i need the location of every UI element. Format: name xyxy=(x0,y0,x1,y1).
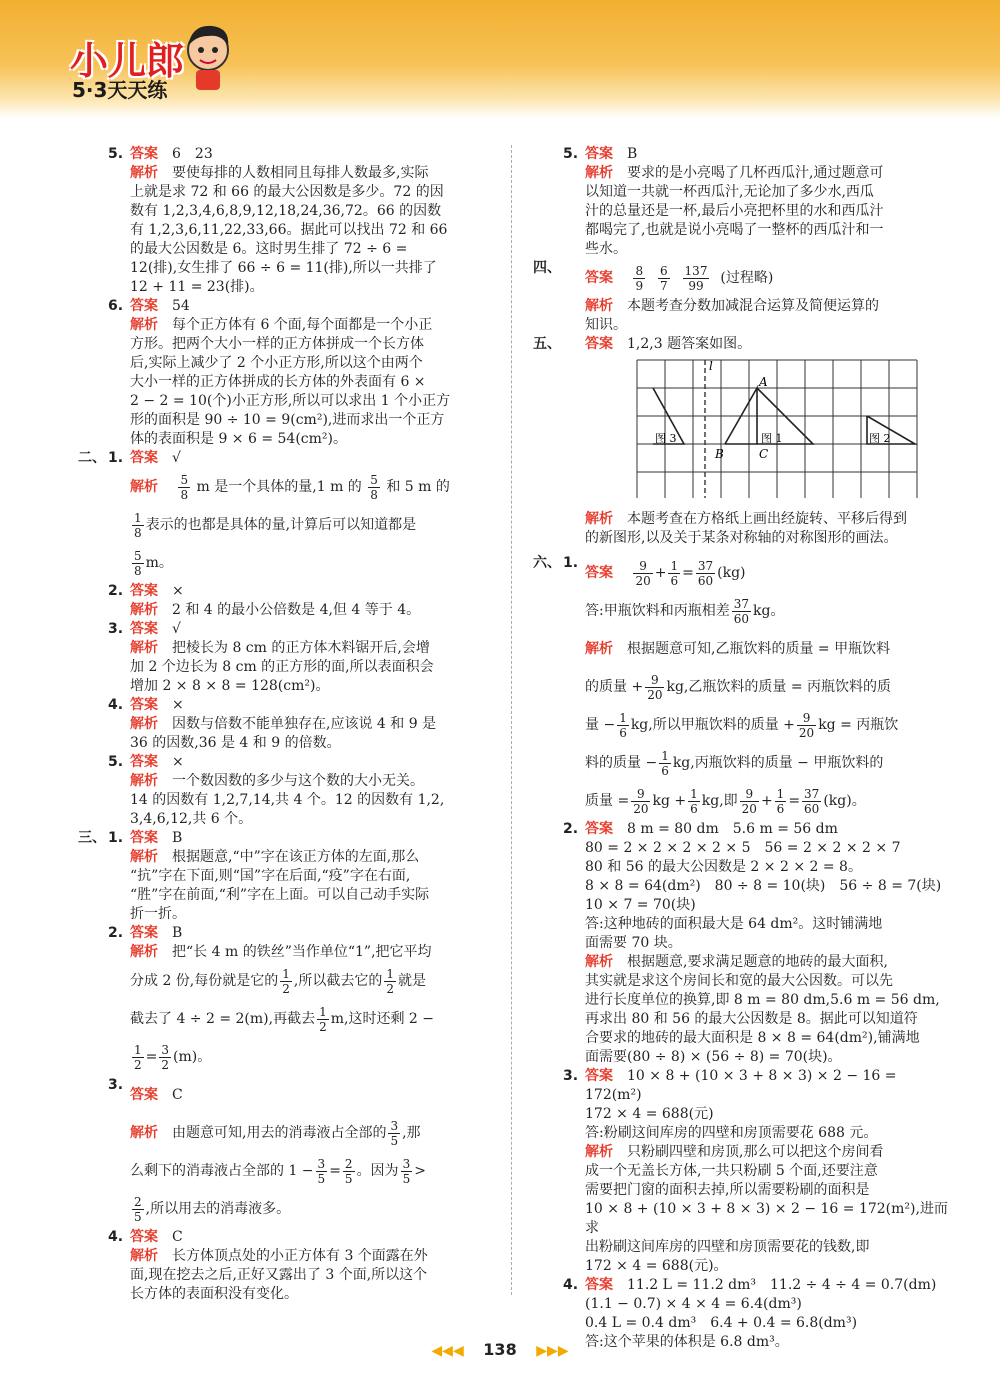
text-line: 172 × 4 = 688(元) xyxy=(585,1106,714,1122)
text-line: 只粉刷四壁和房顶,那么可以把这个房间看 xyxy=(627,1144,884,1160)
text-line: 4. xyxy=(108,1229,124,1245)
text-line: 2 xyxy=(319,1019,327,1034)
text-line: 1 xyxy=(670,558,679,573)
text-line: 出粉刷这间库房的四壁和房顶需要花的钱数,即 xyxy=(585,1239,870,1255)
text-line: 形的面积是 90 ÷ 10 = 9(cm²),进而求出一个正方 xyxy=(130,412,445,428)
analysis-label: 解析 xyxy=(130,849,158,865)
grid-label-a: A xyxy=(759,375,768,389)
text-line: 汁的总量还是一杯,最后小亮把杯里的水和西瓜汁 xyxy=(585,203,884,219)
text-line: 的新图形,以及关于某条对称轴的对称图形的画法。 xyxy=(585,530,898,546)
text-line: × xyxy=(172,583,184,599)
fraction xyxy=(132,1195,144,1224)
text-line: 长方体顶点处的小正方体有 3 个面露在外 xyxy=(172,1248,428,1264)
text-line: 上就是求 72 和 66 的最大公因数是多少。72 的因 xyxy=(130,184,444,200)
text-line: 些水。 xyxy=(585,241,627,257)
answer-label: 答案 xyxy=(130,583,158,599)
answer-label: 答案 xyxy=(130,1229,158,1245)
text-line: 5 xyxy=(134,1209,142,1224)
text-line: 2 xyxy=(134,1057,142,1072)
analysis-label: 解析 xyxy=(585,954,613,970)
answer-item xyxy=(100,1228,500,1304)
text-line: 5 xyxy=(390,1133,399,1148)
text-line: 6 23 xyxy=(172,146,213,162)
text-line: 要使每排的人数相同且每排人数最多,实际 xyxy=(172,165,429,181)
text-line: 6 xyxy=(660,263,668,278)
analysis-label: 解析 xyxy=(585,165,613,181)
text-line: “抗”字在下面,则“国”字在后面,“疫”字在右面, xyxy=(130,868,411,884)
fraction xyxy=(633,264,645,293)
text-line: 3 xyxy=(390,1118,399,1133)
text-line: 么剩下的消毒液占全部的 1 − xyxy=(130,1163,314,1179)
text-line: 4. xyxy=(563,1277,579,1293)
fraction xyxy=(658,264,670,293)
text-line: 体的表面积是 9 × 6 = 54(cm²)。 xyxy=(130,431,347,447)
text-line: 的最大公因数是 6。这时男生排了 72 ÷ 6 = xyxy=(130,241,408,257)
grid-label-c: C xyxy=(759,447,769,461)
fraction xyxy=(617,711,629,740)
fraction xyxy=(797,711,816,740)
text-line: 37 xyxy=(804,786,820,801)
analysis-label: 解析 xyxy=(130,944,158,960)
answer-item xyxy=(555,1067,950,1276)
text-line: 10 × 8 + (10 × 3 + 8 × 3) × 2 − 16 = 172(m²),进而求 xyxy=(585,1201,948,1236)
text-line: m,这时还剩 2 − xyxy=(330,1011,434,1027)
text-line: 2 − 2 = 10(个)小正方形,所以可以求出 1 个小正方 xyxy=(130,393,451,409)
text-line: (kg)。 xyxy=(823,793,866,809)
answer-item xyxy=(78,449,500,582)
answer-item xyxy=(100,297,500,449)
left-column xyxy=(78,145,500,1304)
fraction xyxy=(683,264,710,293)
header-banner xyxy=(0,0,1000,118)
text-line: 5. xyxy=(563,146,579,162)
figure-2-label: 图 2 xyxy=(869,432,891,445)
text-line: 根据题意可知,乙瓶饮料的质量 = 甲瓶饮料 xyxy=(627,641,891,657)
text-line: 1 xyxy=(776,786,785,801)
text-line: = xyxy=(329,1163,341,1179)
text-line: 加 2 个边长为 8 cm 的正方形的面,所以表面积会 xyxy=(130,659,434,675)
text-line: 1. xyxy=(108,450,124,466)
text-line: 根据题意,要求满足题意的地砖的最大面积, xyxy=(627,954,888,970)
analysis-label: 解析 xyxy=(130,479,158,495)
text-line: 再求出 80 和 56 的最大公因数是 8。据此可以知道符 xyxy=(585,1011,918,1027)
text-line: 20 xyxy=(647,687,663,702)
text-line: 5 xyxy=(370,472,378,487)
prev-arrows-icon: ◀◀◀ xyxy=(431,1343,464,1359)
text-line: kg + xyxy=(652,793,687,809)
text-line: 8 xyxy=(370,487,378,502)
text-line: 2 xyxy=(344,1156,353,1171)
text-line: 1. xyxy=(563,555,579,571)
text-line: 截去了 4 ÷ 2 = 2(m),再截去 xyxy=(130,1011,316,1027)
figure-3-label: 图 3 xyxy=(655,432,677,445)
text-line: 1 xyxy=(282,966,290,981)
text-line: 答:这个苹果的体积是 6.8 dm³。 xyxy=(585,1334,789,1350)
grid-figure xyxy=(635,358,920,498)
fraction xyxy=(631,787,650,816)
text-line: 6. xyxy=(108,298,124,314)
text-line: 3. xyxy=(108,621,124,637)
text-line: m 是一个具体的量,1 m 的 xyxy=(196,479,362,495)
text-line: 36 的因数,36 是 4 和 9 的倍数。 xyxy=(130,735,341,751)
text-line: 9 xyxy=(645,673,664,688)
text-line: 本题考查分数加减混合运算及简便运算的 xyxy=(627,298,879,314)
text-line: ,所以截去它的 xyxy=(293,973,383,989)
answer-item: 六、 1. 答案 $\frac{9}{20}$ + $\frac{1}{6}$ = $\frac{37}{60}$ (kg) 答:甲瓶饮料和丙瓶相差 $\frac{37}{60}$ kg。 解析 根据题意可知,乙瓶饮料的质量 = 甲瓶饮料 的质量 + $\frac{9}{20}$ kg,乙瓶饮料的质量 = 丙瓶饮料的质 量 − $\frac{1}{6}$ kg,所以甲瓶饮料的质量 + $\frac{9}{20}$ kg = 丙瓶饮 料的质量 − $\frac{1}{6}$ kg,丙瓶饮料的质量 − 甲瓶饮料的 质量 = $\frac{9}{20}$ kg + $\frac{1}{6}$ kg,即 $\frac{9}{20}$ + $\frac{1}{6}$ = $\frac{37}{60}$ (kg)。 xyxy=(533,555,899,816)
text-line: 料的质量 − xyxy=(585,755,658,771)
text-line: 9 xyxy=(631,787,650,802)
text-line: kg = 丙瓶饮 xyxy=(818,717,899,733)
text-line: 137 xyxy=(684,263,708,278)
fraction xyxy=(384,967,396,996)
text-line: 37 xyxy=(697,558,714,573)
text-line: 2 xyxy=(386,981,394,996)
analysis-label: 解析 xyxy=(130,317,158,333)
text-line: 8 xyxy=(635,263,644,278)
text-line: 20 xyxy=(798,725,815,740)
text-line: 都喝完了,也就是说小亮喝了一整杯的西瓜汁和一 xyxy=(585,222,884,238)
analysis-label: 解析 xyxy=(585,298,613,314)
text-line: + xyxy=(760,793,773,809)
text-line: 其实就是求这个房间长和宽的最大公因数。可以先 xyxy=(585,973,893,989)
fraction xyxy=(317,1005,329,1034)
text-line: 9 xyxy=(740,787,759,802)
text-line: 的质量 + xyxy=(585,679,644,695)
text-line: kg,丙瓶饮料的质量 − 甲瓶饮料的 xyxy=(672,755,884,771)
text-line: 五、 xyxy=(533,336,561,352)
text-line: 12(排),女生排了 66 ÷ 6 = 11(排),所以一共排了 xyxy=(130,260,437,276)
text-line: 6 xyxy=(661,763,669,778)
text-line: 80 和 56 的最大公因数是 2 × 2 × 2 = 8。 xyxy=(585,859,862,875)
fraction xyxy=(132,549,144,578)
text-line: kg,乙瓶饮料的质量 = 丙瓶饮料的质 xyxy=(666,679,891,695)
text-line: 由题意可知,用去的消毒液占全部的 xyxy=(172,1125,387,1141)
text-line: × xyxy=(172,754,184,770)
text-line: 10 × 8 + (10 × 3 + 8 × 3) × 2 − 16 = 172(m²) xyxy=(585,1068,897,1103)
text-line: 12 + 11 = 23(排)。 xyxy=(130,279,264,295)
text-line: 数有 1,2,3,4,6,8,9,12,18,24,36,72。66 的因数 xyxy=(130,203,442,219)
answer-label: 答案 xyxy=(130,450,158,466)
text-line: 大小一样的正方体拼成的长方体的外表面有 6 × xyxy=(130,374,426,390)
text-line: 二、 xyxy=(78,450,106,466)
fraction xyxy=(343,1157,355,1186)
text-line: 答:粉刷这间库房的四壁和房顶需要花 688 元。 xyxy=(585,1125,878,1141)
text-line: = xyxy=(145,1049,158,1065)
text-line: 9 xyxy=(797,711,816,726)
analysis-label: 解析 xyxy=(130,165,158,181)
answer-item xyxy=(100,1076,500,1228)
analysis-label: 解析 xyxy=(130,640,158,656)
text-line: 本题考查在方格纸上画出经旋转、平移后得到 xyxy=(627,511,907,527)
text-line: 8 × 8 = 64(dm²) 80 ÷ 8 = 10(块) 56 ÷ 8 = 7(块) xyxy=(585,878,942,894)
text-line: 99 xyxy=(688,278,704,293)
answer-item xyxy=(533,259,950,335)
answer-label: 答案 xyxy=(585,270,613,286)
text-line: × xyxy=(172,697,184,713)
answer-label: 答案 xyxy=(130,621,158,637)
text-line: 5 xyxy=(344,1171,353,1186)
text-line: 5 xyxy=(402,1171,411,1186)
fraction xyxy=(159,1043,171,1072)
answer-label: 答案 xyxy=(130,146,158,162)
text-line: 3. xyxy=(108,1077,124,1093)
text-line: 3 xyxy=(402,1156,411,1171)
text-line: 量 − xyxy=(585,717,616,733)
answer-label: 答案 xyxy=(585,1277,613,1293)
fraction xyxy=(696,559,715,588)
text-line: 面,现在挖去之后,正好又露出了 3 个面,所以这个 xyxy=(130,1267,428,1283)
grid-label-l: l xyxy=(709,359,713,373)
text-line: 2. xyxy=(108,583,124,599)
answer-item xyxy=(78,829,500,924)
text-line: 9 xyxy=(633,559,652,574)
text-line: 37 xyxy=(733,596,749,611)
text-line: 因数与倍数不能单独存在,应该说 4 和 9 是 xyxy=(172,716,437,732)
page-footer xyxy=(0,1340,1000,1359)
fraction xyxy=(368,473,380,502)
text-line: 6 xyxy=(670,573,679,588)
text-line: 后,实际上减少了 2 个小正方形,所以这个由两个 xyxy=(130,355,423,371)
answer-label: 答案 xyxy=(585,336,613,352)
fraction xyxy=(802,787,821,816)
mascot-logo-icon xyxy=(182,20,234,92)
answer-item xyxy=(533,335,950,548)
text-line: 3 xyxy=(161,1042,170,1057)
text-line: 0.4 L = 0.4 dm³ 6.4 + 0.4 = 6.8(dm³) xyxy=(585,1315,858,1331)
analysis-label: 解析 xyxy=(130,1125,158,1141)
text-line: √ xyxy=(172,450,181,466)
text-line: 面需要(80 ÷ 8) × (56 ÷ 8) = 70(块)。 xyxy=(585,1049,842,1065)
text-line: 10 × 7 = 70(块) xyxy=(585,897,696,913)
text-line: 表示的也都是具体的量,计算后可以知道都是 xyxy=(145,517,417,533)
grid-label-b: B xyxy=(715,447,724,461)
text-line: 方形。把两个大小一样的正方体拼成一个长方体 xyxy=(130,336,424,352)
text-line: 2 xyxy=(134,1194,142,1209)
analysis-label: 解析 xyxy=(585,511,613,527)
answer-item xyxy=(100,753,500,829)
text-line: 6 xyxy=(619,725,627,740)
answer-label: 答案 xyxy=(130,298,158,314)
text-line: 3,4,6,12,共 6 个。 xyxy=(130,811,253,827)
answer-item xyxy=(100,582,500,620)
answer-label: 答案 xyxy=(130,754,158,770)
text-line: 知识。 xyxy=(585,317,627,333)
text-line: 6 xyxy=(776,801,785,816)
text-line: 长方体的表面积没有变化。 xyxy=(130,1286,298,1302)
text-line: 9 xyxy=(635,278,644,293)
fraction xyxy=(775,787,787,816)
fraction xyxy=(633,559,652,588)
text-line: 就是 xyxy=(398,973,426,989)
text-line: 8 m = 80 dm 5.6 m = 56 dm xyxy=(627,821,838,837)
text-line: (1.1 − 0.7) × 4 × 4 = 6.4(dm³) xyxy=(585,1296,802,1312)
text-line: 3. xyxy=(563,1068,579,1084)
text-line: √ xyxy=(172,621,181,637)
text-line: 3 xyxy=(317,1156,326,1171)
text-line: 1 xyxy=(619,710,627,725)
text-line: 进行长度单位的换算,即 8 m = 80 dm,5.6 m = 56 dm, xyxy=(585,992,940,1008)
text-line: 每个正方体有 6 个面,每个面都是一个小正 xyxy=(172,317,433,333)
text-line: (kg) xyxy=(717,565,746,581)
answer-label: 答案 xyxy=(130,697,158,713)
text-line: 1 xyxy=(690,786,698,801)
text-line: 以知道一共就一杯西瓜汁,无论加了多少水,西瓜 xyxy=(585,184,874,200)
text-line: C xyxy=(172,1229,183,1245)
text-line: 四、 xyxy=(533,260,561,276)
fraction xyxy=(659,749,671,778)
text-line: 7 xyxy=(660,278,668,293)
text-line: 1,2,3 题答案如图。 xyxy=(627,336,752,352)
answer-label: 答案 xyxy=(130,1087,158,1103)
text-line: = xyxy=(788,793,801,809)
text-line: 5. xyxy=(108,146,124,162)
text-line: 1 xyxy=(134,1042,142,1057)
column-divider xyxy=(511,145,512,1295)
text-line: 三、 xyxy=(78,830,106,846)
answer-item xyxy=(555,145,950,259)
text-line: 11.2 L = 11.2 dm³ 11.2 ÷ 4 ÷ 4 = 0.7(dm) xyxy=(627,1277,937,1293)
text-line: 20 xyxy=(633,801,649,816)
text-line: 面需要 70 块。 xyxy=(585,935,682,951)
fraction xyxy=(388,1119,400,1148)
answer-label: 答案 xyxy=(585,1068,613,1084)
answer-label: 答案 xyxy=(130,830,158,846)
text-line: B xyxy=(172,925,183,941)
text-line: kg。 xyxy=(753,603,785,619)
text-line: 2 xyxy=(282,981,290,996)
text-line: 2 xyxy=(161,1057,170,1072)
text-line: 8 xyxy=(134,563,142,578)
logo-subtitle: 5·3天天练 xyxy=(72,78,168,102)
fraction xyxy=(132,511,144,540)
right-column xyxy=(533,145,950,1352)
text-line: 合要求的地砖的最大面积是 8 × 8 = 64(dm²),铺满地 xyxy=(585,1030,920,1046)
text-line: B xyxy=(172,830,183,846)
text-line: 54 xyxy=(172,298,190,314)
text-line: 1 xyxy=(661,748,669,763)
text-line: 质量 = xyxy=(585,793,630,809)
text-line: 4. xyxy=(108,697,124,713)
text-line: 六、 xyxy=(533,555,561,571)
fraction xyxy=(132,1043,144,1072)
text-line: 5 xyxy=(317,1171,326,1186)
text-line: 6 xyxy=(690,801,698,816)
answer-item xyxy=(555,820,950,1067)
answer-item xyxy=(100,145,500,297)
text-line: “胜”字在前面,“利”字在上面。可以自己动手实际 xyxy=(130,887,430,903)
text-line: 5. xyxy=(108,754,124,770)
text-line: 和 5 m 的 xyxy=(386,479,450,495)
fraction xyxy=(645,673,664,702)
text-line: C xyxy=(172,1087,183,1103)
text-line: 8 xyxy=(134,525,142,540)
answer-label: 答案 xyxy=(585,565,613,581)
analysis-label: 解析 xyxy=(130,1248,158,1264)
fraction xyxy=(740,787,759,816)
fraction xyxy=(732,597,751,626)
text-line: 把“长 4 m 的铁丝”当作单位“1”,把它平均 xyxy=(172,944,432,960)
text-line: 20 xyxy=(635,573,651,588)
analysis-label: 解析 xyxy=(585,1144,613,1160)
text-line: m。 xyxy=(145,555,173,571)
text-line: 8 xyxy=(180,487,189,502)
answer-label: 答案 xyxy=(585,821,613,837)
page-number: 138 xyxy=(483,1340,517,1359)
text-line: B xyxy=(627,146,638,162)
text-line: 把棱长为 8 cm 的正方体木料锯开后,会增 xyxy=(172,640,430,656)
text-line: 分成 2 份,每份就是它的 xyxy=(130,973,279,989)
text-line: 14 的因数有 1,2,7,14,共 4 个。12 的因数有 1,2, xyxy=(130,792,445,808)
analysis-label: 解析 xyxy=(130,716,158,732)
next-arrows-icon: ▶▶▶ xyxy=(536,1343,569,1359)
text-line: 。因为 xyxy=(356,1163,399,1179)
text-line: 答:这种地砖的面积最大是 64 dm²。这时铺满地 xyxy=(585,916,883,932)
analysis-label: 解析 xyxy=(585,641,613,657)
text-line: 需要把门窗的面积去掉,所以需要粉刷的面积是 xyxy=(585,1182,870,1198)
text-line: 80 = 2 × 2 × 2 × 2 × 5 56 = 2 × 2 × 2 × 7 xyxy=(585,840,901,856)
text-line: 5 xyxy=(134,548,142,563)
text-line: 根据题意,“中”字在该正方体的左面,那么 xyxy=(172,849,420,865)
text-line: 2 和 4 的最小公倍数是 4,但 4 等于 4。 xyxy=(172,602,421,618)
analysis-label: 解析 xyxy=(130,773,158,789)
analysis-label: 解析 xyxy=(130,602,158,618)
text-line: 答:甲瓶饮料和丙瓶相差 xyxy=(585,603,730,619)
answer-label: 答案 xyxy=(130,925,158,941)
text-line: 172 × 4 = 688(元)。 xyxy=(585,1258,728,1274)
logo-title: 小儿郎 xyxy=(70,39,185,83)
text-line: (过程略) xyxy=(720,270,774,286)
text-line: 1. xyxy=(108,830,124,846)
text-line: 有 1,2,3,6,11,22,33,66。据此可以找出 72 和 66 xyxy=(130,222,448,238)
text-line: 1 xyxy=(319,1004,327,1019)
answer-label: 答案 xyxy=(585,146,613,162)
fraction xyxy=(688,787,700,816)
fraction xyxy=(280,967,292,996)
text-line: (m)。 xyxy=(173,1049,212,1065)
text-line: kg,即 xyxy=(701,793,738,809)
text-line: > xyxy=(414,1163,426,1179)
answer-item xyxy=(100,620,500,696)
fraction xyxy=(401,1157,413,1186)
text-line: 要求的是小亮喝了几杯西瓜汁,通过题意可 xyxy=(627,165,884,181)
answer-item xyxy=(100,696,500,753)
text-line: ,那 xyxy=(402,1125,421,1141)
text-line: 60 xyxy=(733,611,749,626)
text-line: kg,所以甲瓶饮料的质量 + xyxy=(630,717,795,733)
text-line: 成一个无盖长方体,一共只粉刷 5 个面,还要注意 xyxy=(585,1163,878,1179)
text-line: 60 xyxy=(697,573,714,588)
answer-item xyxy=(100,924,500,1076)
text-line: 5 xyxy=(180,472,189,487)
fraction xyxy=(178,473,190,502)
text-line: ,所以用去的消毒液多。 xyxy=(145,1201,291,1217)
text-line: 2. xyxy=(563,821,579,837)
text-line: 增加 2 × 8 × 8 = 128(cm²)。 xyxy=(130,678,330,694)
text-line: 20 xyxy=(741,801,757,816)
text-line: 一个数因数的多少与这个数的大小无关。 xyxy=(172,773,424,789)
text-line: 折一折。 xyxy=(130,906,186,922)
fraction xyxy=(668,559,680,588)
text-line: 2. xyxy=(108,925,124,941)
text-line: 60 xyxy=(804,801,820,816)
text-line: 1 xyxy=(386,966,394,981)
text-line: 1 xyxy=(134,510,142,525)
fraction xyxy=(316,1157,328,1186)
figure-1-label: 图 1 xyxy=(761,432,783,445)
